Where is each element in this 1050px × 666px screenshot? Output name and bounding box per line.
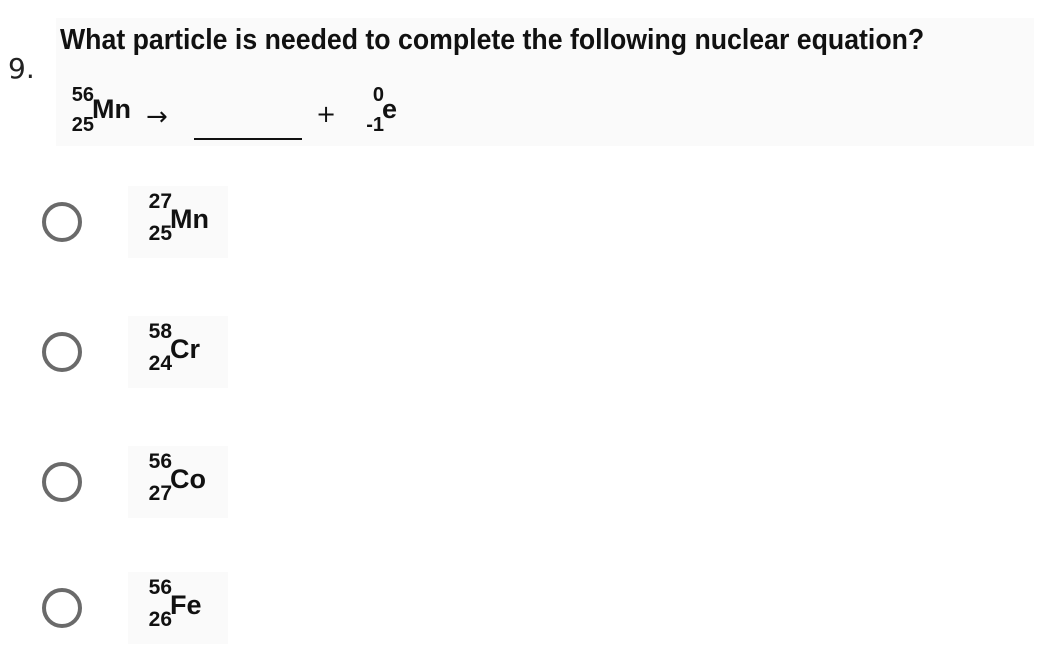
option-co-56[interactable] [38, 446, 238, 526]
question-stem [56, 18, 1034, 146]
option-atomic-number: 27 [148, 482, 172, 505]
reaction-arrow: → [146, 102, 168, 132]
product-mass-number: 0 [372, 84, 384, 106]
option-atomic-number: 24 [148, 352, 172, 375]
option-mass-number: 56 [148, 450, 172, 473]
option-symbol: Fe [170, 590, 202, 620]
radio-button[interactable] [42, 202, 82, 242]
option-symbol: Co [170, 464, 206, 494]
answer-blank [194, 138, 302, 140]
question-text: What particle is needed to complete the following nuclear equation? [60, 24, 925, 56]
radio-button[interactable] [42, 588, 82, 628]
reactant-symbol: Mn [92, 94, 131, 124]
question-number: 9. [8, 52, 35, 85]
option-atomic-number: 26 [148, 608, 172, 631]
option-formula [128, 572, 228, 644]
plus-sign: + [316, 100, 337, 128]
radio-button[interactable] [42, 332, 82, 372]
option-mn-27[interactable] [38, 186, 238, 266]
product-symbol: e [382, 94, 398, 124]
option-formula [128, 316, 228, 388]
option-symbol: Mn [170, 204, 209, 234]
option-mass-number: 27 [148, 190, 172, 213]
option-formula [128, 186, 228, 258]
option-cr-58[interactable] [38, 316, 238, 396]
radio-button[interactable] [42, 462, 82, 502]
product-atomic-number: -1 [366, 114, 384, 136]
option-symbol: Cr [170, 334, 201, 364]
option-fe-56[interactable] [38, 572, 238, 652]
option-formula [128, 446, 228, 518]
option-atomic-number: 25 [148, 222, 172, 245]
option-mass-number: 58 [148, 320, 172, 343]
option-mass-number: 56 [148, 576, 172, 599]
nuclear-equation [60, 84, 560, 144]
reactant-mass-number: 56 [71, 84, 94, 106]
reactant-atomic-number: 25 [71, 114, 94, 136]
